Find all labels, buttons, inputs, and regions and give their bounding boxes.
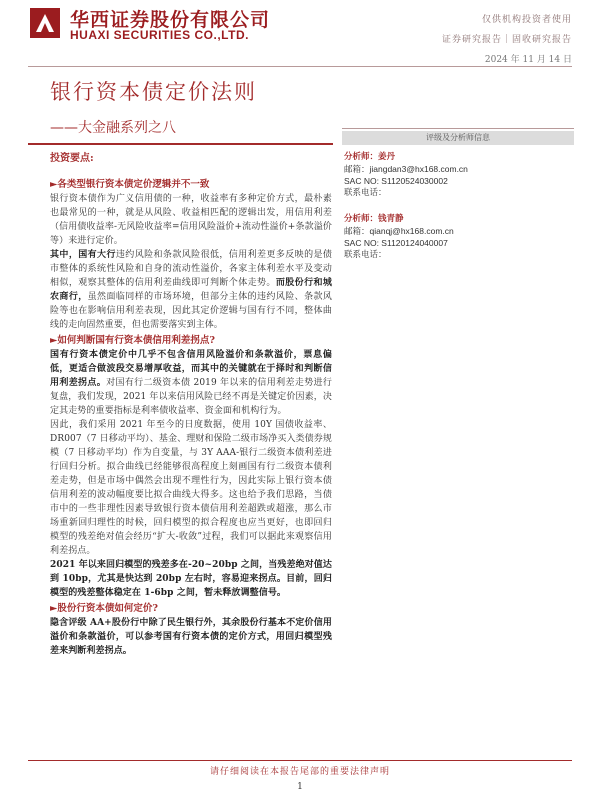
- company-name-cn: 华西证券股份有限公司: [70, 9, 271, 31]
- bold-text: 而股份行和城农商行，: [50, 278, 332, 302]
- paragraph: [50, 558, 332, 600]
- bold-text: 隐含评级 AA+股份行中除了民生银行外，其余股份行基本不定价信用溢价和条款溢价，可以参考国有行资本债的定价方式，用回归模型残差来判断利差拐点。: [50, 618, 332, 656]
- paragraph-text: 虽然面临同样的市场环境，但部分主体的违约风险、条款风险等也在影响信用利差表现，因此其定价逻辑与国有行不同，整体曲线的走向固然重要，但也需要落实到主体。: [50, 292, 332, 330]
- section-heading-3: [50, 602, 332, 616]
- section-title: 各类型银行资本债定价逻辑并不一致: [57, 179, 210, 190]
- legal-disclaimer: 请仔细阅读在本报告尾部的重要法律声明: [209, 767, 390, 777]
- bold-text: 2021 年以来回归模型的残差多在-20~20bp 之间，当残差绝对值达到 10bp，尤其是快达到 20bp 左右时，容易迎来拐点。目前，回归模型的残差整体稳定在 1-6bp 之间，暂未释放调整信号。: [50, 560, 332, 598]
- section-title: 如何判断国有行资本债信用利差拐点?: [57, 335, 215, 346]
- investment-highlights: [50, 152, 332, 658]
- paragraph: [50, 248, 332, 332]
- analyst-card-1: [342, 151, 574, 199]
- series-subtitle: ——大金融系列之八: [50, 120, 176, 136]
- triangle-bullet-icon: ►: [50, 335, 58, 346]
- title-divider: [28, 143, 333, 145]
- analyst-phone: 联系电话：: [344, 188, 387, 198]
- bold-text: 国有行资本债定价中几乎不包含信用风险溢价和条款溢价，票息偏低，更适合做波段交易增厚收益，而其中的关键就在于择时和判断信用利差拐点。: [50, 350, 332, 388]
- usage-note: 仅供机构投资者使用: [481, 15, 572, 25]
- triangle-bullet-icon: ►: [50, 179, 58, 190]
- analyst-phone: 联系电话：: [344, 250, 387, 260]
- paragraph-text: 对国有行二级资本债 2019 年以来的信用利差走势进行复盘，我们发现，2021 年以来信用风险已经不再是关键定价因素，决定其走势的重要指标是利率债收益率、资金面和机构行为。: [50, 378, 333, 416]
- bold-text: 其中，国有大行: [50, 250, 116, 260]
- analyst-email[interactable]: 邮箱：qianqj@hx168.com.cn: [344, 226, 454, 236]
- header-divider: [28, 66, 572, 67]
- section-heading-2: [50, 334, 332, 348]
- analyst-card-2: [342, 213, 574, 261]
- highlights-heading: 投资要点:: [50, 153, 94, 164]
- report-type: 证券研究报告｜固收研究报告: [441, 35, 572, 45]
- analyst-email[interactable]: 邮箱：jiangdan3@hx168.com.cn: [344, 164, 468, 174]
- section-heading-1: [50, 178, 332, 192]
- analyst-name: 分析师：姜丹: [344, 152, 396, 162]
- page-number: 1: [297, 782, 303, 792]
- paragraph: [50, 348, 332, 418]
- analyst-sac: SAC NO: S1120124040007: [344, 238, 448, 248]
- huaxi-logo-icon: [28, 6, 62, 40]
- paragraph-text: 违约风险和条款风险很低，信用利差更多反映的是债市整体的系统性风险和自身的流动性溢价，各家主体利差水平及变动相似，观察其整体的信用利差曲线即可判断个体走势。: [50, 250, 332, 288]
- triangle-bullet-icon: ►: [50, 603, 58, 614]
- section-title: 股份行资本债如何定价?: [57, 603, 158, 614]
- paragraph: [50, 616, 332, 658]
- page-title: 银行资本债定价法则: [50, 80, 257, 104]
- analyst-name: 分析师：钱青静: [344, 214, 404, 224]
- report-date: 2024 年 11 月 14 日: [484, 55, 572, 65]
- sidebar-heading: 评级及分析师信息: [342, 131, 574, 145]
- sidebar-divider: [342, 128, 574, 129]
- analyst-sidebar: [342, 128, 574, 261]
- analyst-sac: SAC NO: S1120524030002: [344, 176, 448, 186]
- footer-divider: [28, 760, 572, 761]
- company-name-en: HUAXI SECURITIES CO.,LTD.: [70, 28, 249, 42]
- paragraph: 银行资本债作为广义信用债的一种，收益率有多种定价方式，最朴素也最常见的一种，就是从风险、收益相匹配的逻辑出发，用信用利差（信用债收益率-无风险收益率=信用风险溢价+流动性溢价+条款溢价等）来进行定价。: [50, 194, 332, 246]
- paragraph: 因此，我们采用 2021 年至今的日度数据，使用 10Y 国债收益率、DR007（7 日移动平均）、基金、理财和保险二级市场净买入类债券规模（7 日移动平均）作为自变量，与 3Y AAA-银行二级资本债利差进行回归分析。拟合曲线已经能够很高程度上刻画国有行二级资本债利差走势，但是市场中偶然会出现不理性行为，因此实际上银行资本债信用利差的波动幅度要比拟合曲线大得多。这也给予我们思路，当债市中的一些非理性因素导致银行资本债信用利差超跌或超涨，那么市场重新回归理性的时候，回归模型的拟合程度也应当更好，也即回归模型的残差绝对值会经历“扩大-收敛”过程，我们可以据此来观察信用利差拐点。: [50, 420, 332, 556]
